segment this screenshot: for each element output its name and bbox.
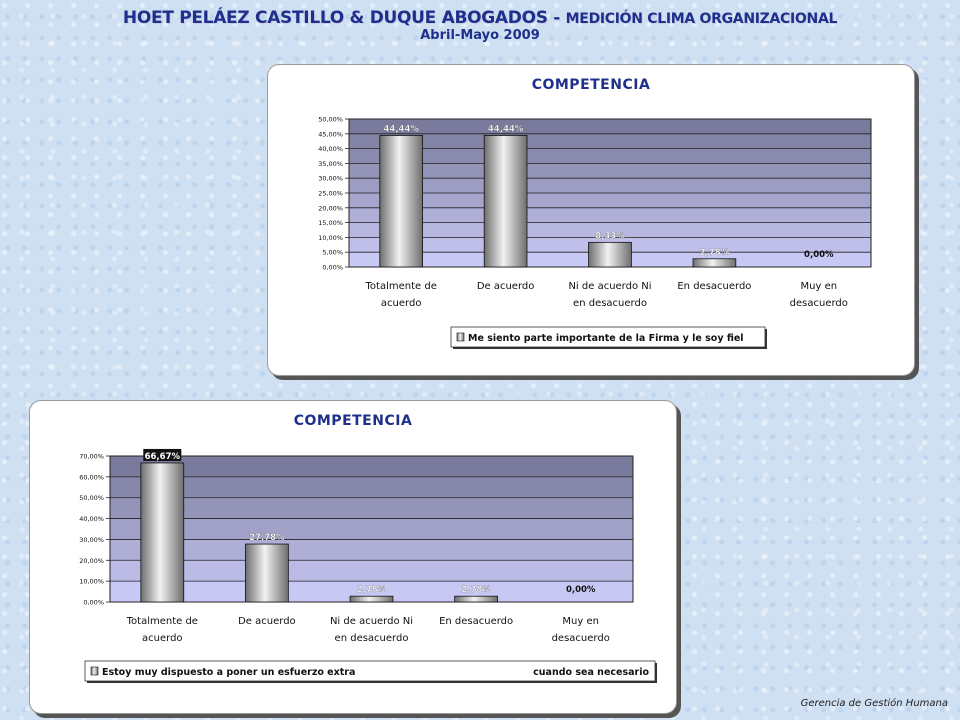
y-tick-label: 45,00%: [318, 130, 343, 139]
chart-panel-2: [29, 400, 677, 714]
x-tick-label: en desacuerdo: [573, 298, 647, 309]
x-tick-label: Ni de acuerdo Ni: [329, 616, 414, 627]
plot-band: [110, 539, 633, 560]
y-tick-label: 10,00%: [79, 577, 104, 586]
plot-band: [349, 149, 871, 164]
y-tick-label: 60,00%: [79, 473, 104, 482]
plot-band: [349, 163, 871, 178]
bar-chart-2: [30, 401, 676, 713]
page-title-main: HOET PELÁEZ CASTILLO & DUQUE ABOGADOS -: [122, 8, 566, 28]
plot-band: [110, 456, 633, 477]
x-tick-label: Totalmente de: [365, 281, 437, 292]
legend-swatch: [457, 333, 464, 341]
chart-panel-1: [267, 64, 915, 376]
x-tick-label: Ni de acuerdo Ni: [568, 281, 652, 292]
x-tick-label: En desacuerdo: [677, 281, 752, 292]
y-tick-label: 0,00%: [83, 598, 104, 607]
x-tick-label: Muy en: [562, 616, 599, 627]
page-header: [0, 8, 960, 43]
chart-title: COMPETENCIA: [531, 77, 651, 93]
y-tick-label: 10,00%: [318, 233, 343, 242]
legend-label: Me siento parte importante de la Firma y le soy fiel: [468, 333, 744, 344]
plot-band: [349, 134, 871, 149]
y-tick-label: 0,00%: [322, 263, 343, 272]
y-tick-label: 50,00%: [318, 115, 343, 124]
x-tick-label: desacuerdo: [551, 633, 610, 644]
y-tick-label: 40,00%: [318, 145, 343, 154]
y-tick-label: 25,00%: [318, 189, 343, 198]
data-label: 2,78%: [699, 247, 730, 258]
x-tick-label: acuerdo: [380, 298, 422, 309]
bar: [484, 135, 527, 267]
y-tick-label: 70,00%: [79, 452, 104, 461]
plot-band: [349, 119, 871, 134]
y-tick-label: 20,00%: [79, 556, 104, 565]
y-tick-label: 5,00%: [322, 248, 343, 257]
plot-band: [349, 208, 871, 223]
legend-label-cont: cuando sea necesario: [533, 667, 649, 678]
plot-band: [110, 560, 633, 581]
chart-title: COMPETENCIA: [293, 413, 413, 429]
data-label: 0,00%: [804, 250, 834, 260]
x-tick-label: desacuerdo: [789, 298, 848, 309]
plot-band: [349, 193, 871, 208]
legend-label: Estoy muy dispuesto a poner un esfuerzo extra: [102, 667, 356, 678]
y-tick-label: 35,00%: [318, 159, 343, 168]
y-tick-label: 30,00%: [318, 174, 343, 183]
data-label: 8,33%: [595, 231, 625, 242]
y-tick-label: 20,00%: [318, 204, 343, 213]
y-tick-label: 50,00%: [79, 494, 104, 503]
x-tick-label: Totalmente de: [126, 616, 198, 627]
data-label: 44,44%: [383, 124, 419, 135]
x-tick-label: En desacuerdo: [439, 616, 514, 627]
bar: [350, 596, 393, 602]
plot-band: [110, 498, 633, 519]
bar: [141, 463, 184, 602]
data-label: 0,00%: [565, 585, 596, 595]
x-tick-label: De acuerdo: [238, 616, 296, 627]
data-label: 27,78%: [249, 533, 285, 544]
x-tick-label: en desacuerdo: [334, 633, 409, 644]
bar: [245, 544, 288, 602]
bar: [589, 242, 632, 267]
legend-swatch: [91, 667, 98, 675]
page-title-sub: MEDICIÓN CLIMA ORGANIZACIONAL: [565, 11, 838, 27]
data-label: 2,78%: [356, 585, 387, 596]
bar: [380, 135, 423, 267]
plot-band: [110, 519, 633, 540]
plot-band: [110, 477, 633, 498]
bar: [455, 596, 498, 602]
footer-credit: Gerencia de Gestión Humana: [800, 698, 948, 709]
page-title: [0, 8, 960, 28]
bar: [693, 259, 736, 267]
data-label: 44,44%: [487, 124, 524, 135]
data-label: 66,67%: [144, 451, 181, 462]
y-tick-label: 30,00%: [79, 535, 104, 544]
plot-band: [349, 178, 871, 193]
data-label: 2,78%: [461, 585, 491, 596]
bar-chart-1: [268, 65, 914, 375]
x-tick-label: De acuerdo: [476, 281, 535, 292]
y-tick-label: 40,00%: [79, 515, 104, 524]
x-tick-label: Muy en: [800, 281, 838, 292]
y-tick-label: 15,00%: [318, 219, 343, 228]
page-date: Abril-Mayo 2009: [420, 28, 540, 43]
x-tick-label: acuerdo: [142, 633, 183, 644]
